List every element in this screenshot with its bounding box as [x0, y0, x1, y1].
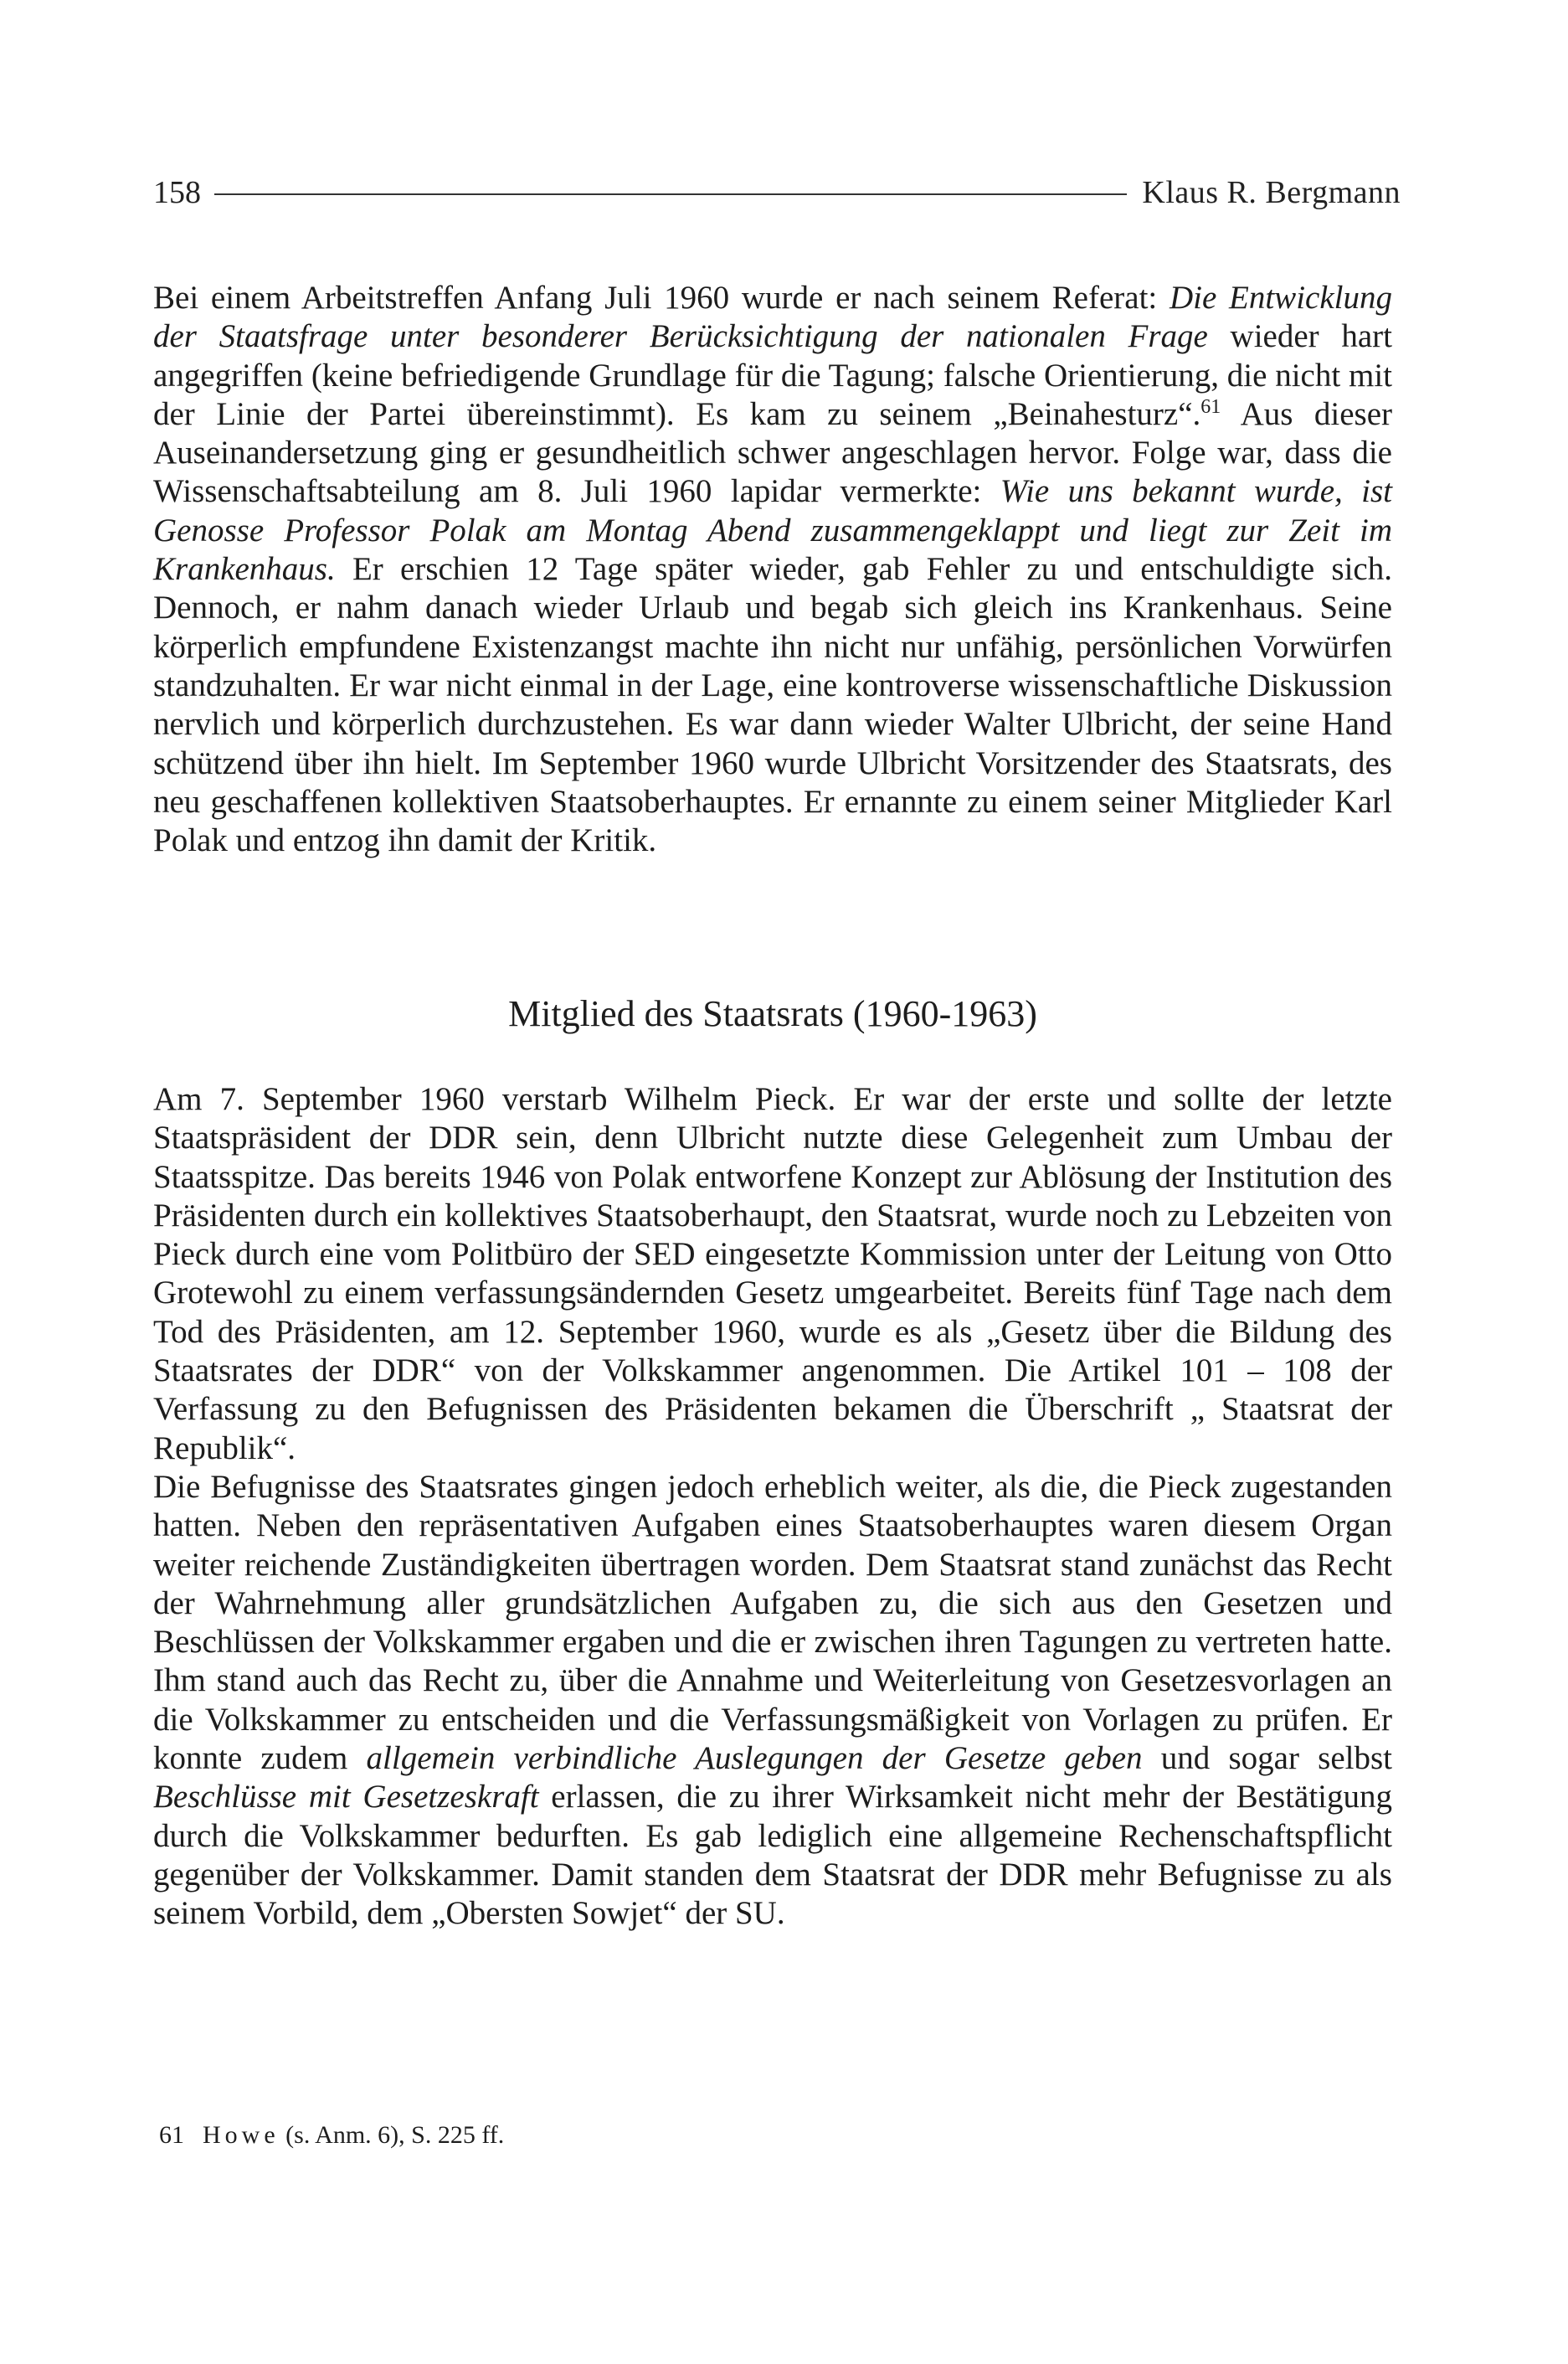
- section-heading: Mitglied des Staatsrats (1960-1963): [508, 993, 1037, 1034]
- running-head: [153, 167, 1401, 218]
- italic-quote: Beschlüsse mit Gesetzeskraft: [153, 1779, 539, 1815]
- text-run: Er erschien 12 Tage später wieder, gab Fehler zu und entschuldigte sich. Dennoch, er nahm danach wieder Urlaub und begab sich gleich ins Krankenhaus. Seine körperlich empfundene Existenzangst machte ihn nicht nur unfähig, persönlichen Vorwürfen standzuhalten. Er war nicht einmal in der Lage, eine kontroverse wissenschaftliche Diskussion nervlich und körperlich durchzustehen. Es war dann wieder Walter Ulbricht, der seine Hand schützend über ihn hielt. Im September 1960 wurde Ulbricht Vorsitzender des Staatsrats, des neu geschaffenen kollektiven Staatsoberhauptes. Er ernannte zu einem seiner Mitglieder Karl Polak und entzog ihn damit der Kritik.: [153, 551, 1392, 859]
- footnote-text: (s. Anm. 6), S. 225 ff.: [279, 2121, 505, 2149]
- paragraph: [153, 1468, 1392, 1934]
- running-head-author: Klaus R. Bergmann: [1142, 175, 1401, 210]
- text-run: wieder hart angegriffen (keine befriedigende Grundlage für die Tagung; falsche Orientierung, die nicht mit der Linie der Partei übereinstimmt). Es kam zu seinem „Beinahesturz“.: [153, 318, 1392, 432]
- paragraph: Am 7. September 1960 verstarb Wilhelm Pieck. Er war der erste und sollte der letzte Staatspräsident der DDR sein, denn Ulbricht nutzte diese Gelegenheit zum Umbau der Staatsspitze. Das bereits 1946 von Polak entworfene Konzept zur Ablösung der Institution des Präsidenten durch ein kollektives Staatsoberhaupt, den Staatsrat, wurde noch zu Lebzeiten von Pieck durch eine vom Politbüro der SED eingesetzte Kommission unter der Leitung von Otto Grotewohl zu einem verfassungsändernden Gesetz umgearbeitet. Bereits fünf Tage nach dem Tod des Präsidenten, am 12. September 1960, wurde es als „Gesetz über die Bildung des Staatsrates der DDR“ von der Volkskammer angenommen. Die Artikel 101 – 108 der Verfassung zu den Befugnissen des Präsidenten bekamen die Überschrift „ Staatsrat der Republik“.: [153, 1081, 1392, 1466]
- header-rule: [214, 193, 1127, 195]
- text-run: und sogar selbst: [1142, 1740, 1392, 1777]
- text-run: Die Befugnisse des Staatsrates gingen jedoch erheblich weiter, als die, die Pieck zugestanden hatten. Neben den repräsentativen Aufgaben eines Staatsoberhauptes waren diesem Organ weiter reichende Zuständigkeiten übertragen worden. Dem Staatsrat stand zunächst das Recht der Wahrnehmung aller grundsätzlichen Aufgaben zu, die sich aus den Gesetzen und Beschlüssen der Volkskammer ergaben und die er zwischen ihren Tagungen zu vertreten hatte. Ihm stand auch das Recht zu, über die Annahme und Weiterleitung von Gesetzesvorlagen an die Volkskammer zu entscheiden und die Verfassungsmäßigkeit von Vorlagen zu prüfen. Er konnte zudem: [153, 1468, 1392, 1777]
- italic-quote: allgemein verbindliche Auslegungen der Gesetze geben: [366, 1740, 1143, 1777]
- footnote-number: 61: [159, 2121, 184, 2149]
- body-section-text: [153, 1080, 1392, 1934]
- footnote-reference[interactable]: 61: [1200, 395, 1221, 418]
- italic-title: Die Entwicklung der Staatsfrage unter besonderer Berücksichtigung der nationalen Frage: [153, 280, 1392, 355]
- text-run: erlassen, die zu ihrer Wirksamkeit nicht mehr der Bestätigung durch die Volkskammer bedurften. Es gab lediglich eine allgemeine Rechenschaftspflicht gegenüber der Volkskammer. Damit standen dem Staatsrat der DDR mehr Befugnisse zu als seinem Vorbild, dem „Obersten Sowjet“ der SU.: [153, 1779, 1392, 1932]
- footnote-author: Howe: [203, 2121, 280, 2149]
- paragraph: [153, 279, 1392, 860]
- italic-quote: Wie uns bekannt wurde, ist Genosse Professor Polak am Montag Abend zusammengeklappt und liegt zur Zeit im Krankenhaus.: [153, 473, 1392, 588]
- footnote: [159, 2121, 504, 2150]
- page-number: 158: [153, 175, 201, 210]
- text-run: Bei einem Arbeitstreffen Anfang Juli 1960 wurde er nach seinem Referat:: [153, 280, 1170, 316]
- body-paragraph-1: [153, 279, 1392, 860]
- text-run: Aus dieser Auseinandersetzung ging er gesundheitlich schwer angeschlagen hervor. Folge war, dass die Wissenschaftsabteilung am 8. Juli 1960 lapidar vermerkte:: [153, 395, 1392, 510]
